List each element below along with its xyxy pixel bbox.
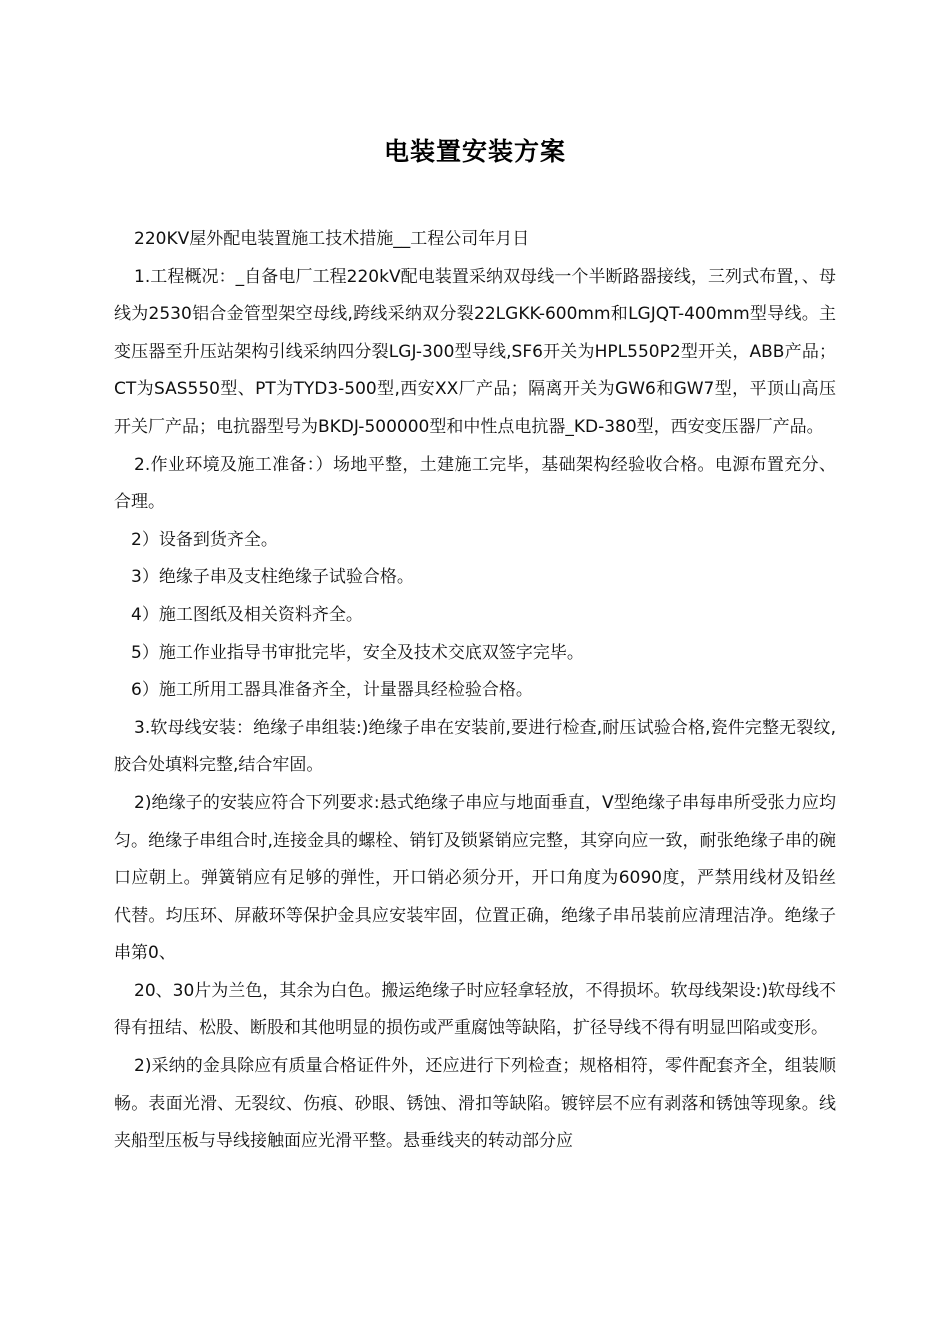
- paragraph-soft-busbar: 3.软母线安装：绝缘子串组装:)绝缘子串在安装前,要进行检查,耐压试验合格,瓷件完整无裂纹,胶合处填料完整,结合牢固。: [114, 717, 836, 776]
- document-title: 电装置安装方案: [383, 137, 566, 166]
- paragraph-header-line: 220KV屋外配电装置施工技术措施__工程公司年月日: [134, 229, 530, 249]
- document-body: [114, 221, 836, 1161]
- paragraph-tools: 6）施工所用工器具准备齐全，计量器具经检验合格。: [131, 680, 533, 701]
- paragraph-insulator-test: 3）绝缘子串及支柱绝缘子试验合格。: [131, 567, 414, 588]
- paragraph-fittings-inspection: 2)采纳的金具除应有质量合格证件外，还应进行下列检查；规格相符，零件配套齐全，组装顺畅。表面光滑、无裂纹、伤痕、砂眼、锈蚀、滑扣等缺陷。镀锌层不应有剥落和锈蚀等现象。线夹船型压板与导线接触面应光滑平整。悬垂线夹的转动部分应: [114, 1056, 836, 1152]
- paragraph-insulator-installation: 2)绝缘子的安装应符合下列要求:悬式绝缘子串应与地面垂直，V型绝缘子串每串所受张力应均匀。绝缘子串组合时,连接金具的螺栓、销钉及锁紧销应完整，其穿向应一致，耐张绝缘子串的碗口应朝上。弹簧销应有足够的弹性，开口销必须分开，开口角度为6090度，严禁用线材及铅丝代替。均压环、屏蔽环等保护金具应安装牢固，位置正确，绝缘子串吊装前应清理洁净。绝缘子串第0、: [114, 792, 836, 964]
- paragraph-work-environment: 2.作业环境及施工准备：）场地平整，土建施工完毕，基础架构经验收合格。电源布置充分、合理。: [114, 454, 836, 513]
- paragraph-equipment-arrival: 2）设备到货齐全。: [131, 529, 278, 550]
- paragraph-drawings: 4）施工图纸及相关资料齐全。: [131, 604, 363, 625]
- paragraph-insulator-colors: 20、30片为兰色，其余为白色。搬运绝缘子时应轻拿轻放，不得损坏。软母线架设:)软母线不得有扭结、松股、断股和其他明显的损伤或严重腐蚀等缺陷，扩径导线不得有明显凹陷或变形。: [114, 980, 836, 1039]
- paragraph-instructions: 5）施工作业指导书审批完毕，安全及技术交底双签字完毕。: [131, 642, 584, 663]
- paragraph-project-overview: 1.工程概况：_自备电厂工程220kV配电装置采纳双母线一个半断路器接线，三列式布置，、母线为2530铝合金管型架空母线,跨线采纳双分裂22LGKK-600mm和LGJQT-400mm型导线。主变压器至升压站架构引线采纳四分裂LGJ-300型导线,SF6开关为HPL550P2型开关，ABB产品；CT为SAS550型、PT为TYD3-500型,西安XX厂产品；隔离开关为GW6和GW7型，平顶山高压开关厂产品；电抗器型号为BKDJ-500000型和中性点电抗器_KD-380型，西安变压器厂产品。: [114, 266, 836, 437]
